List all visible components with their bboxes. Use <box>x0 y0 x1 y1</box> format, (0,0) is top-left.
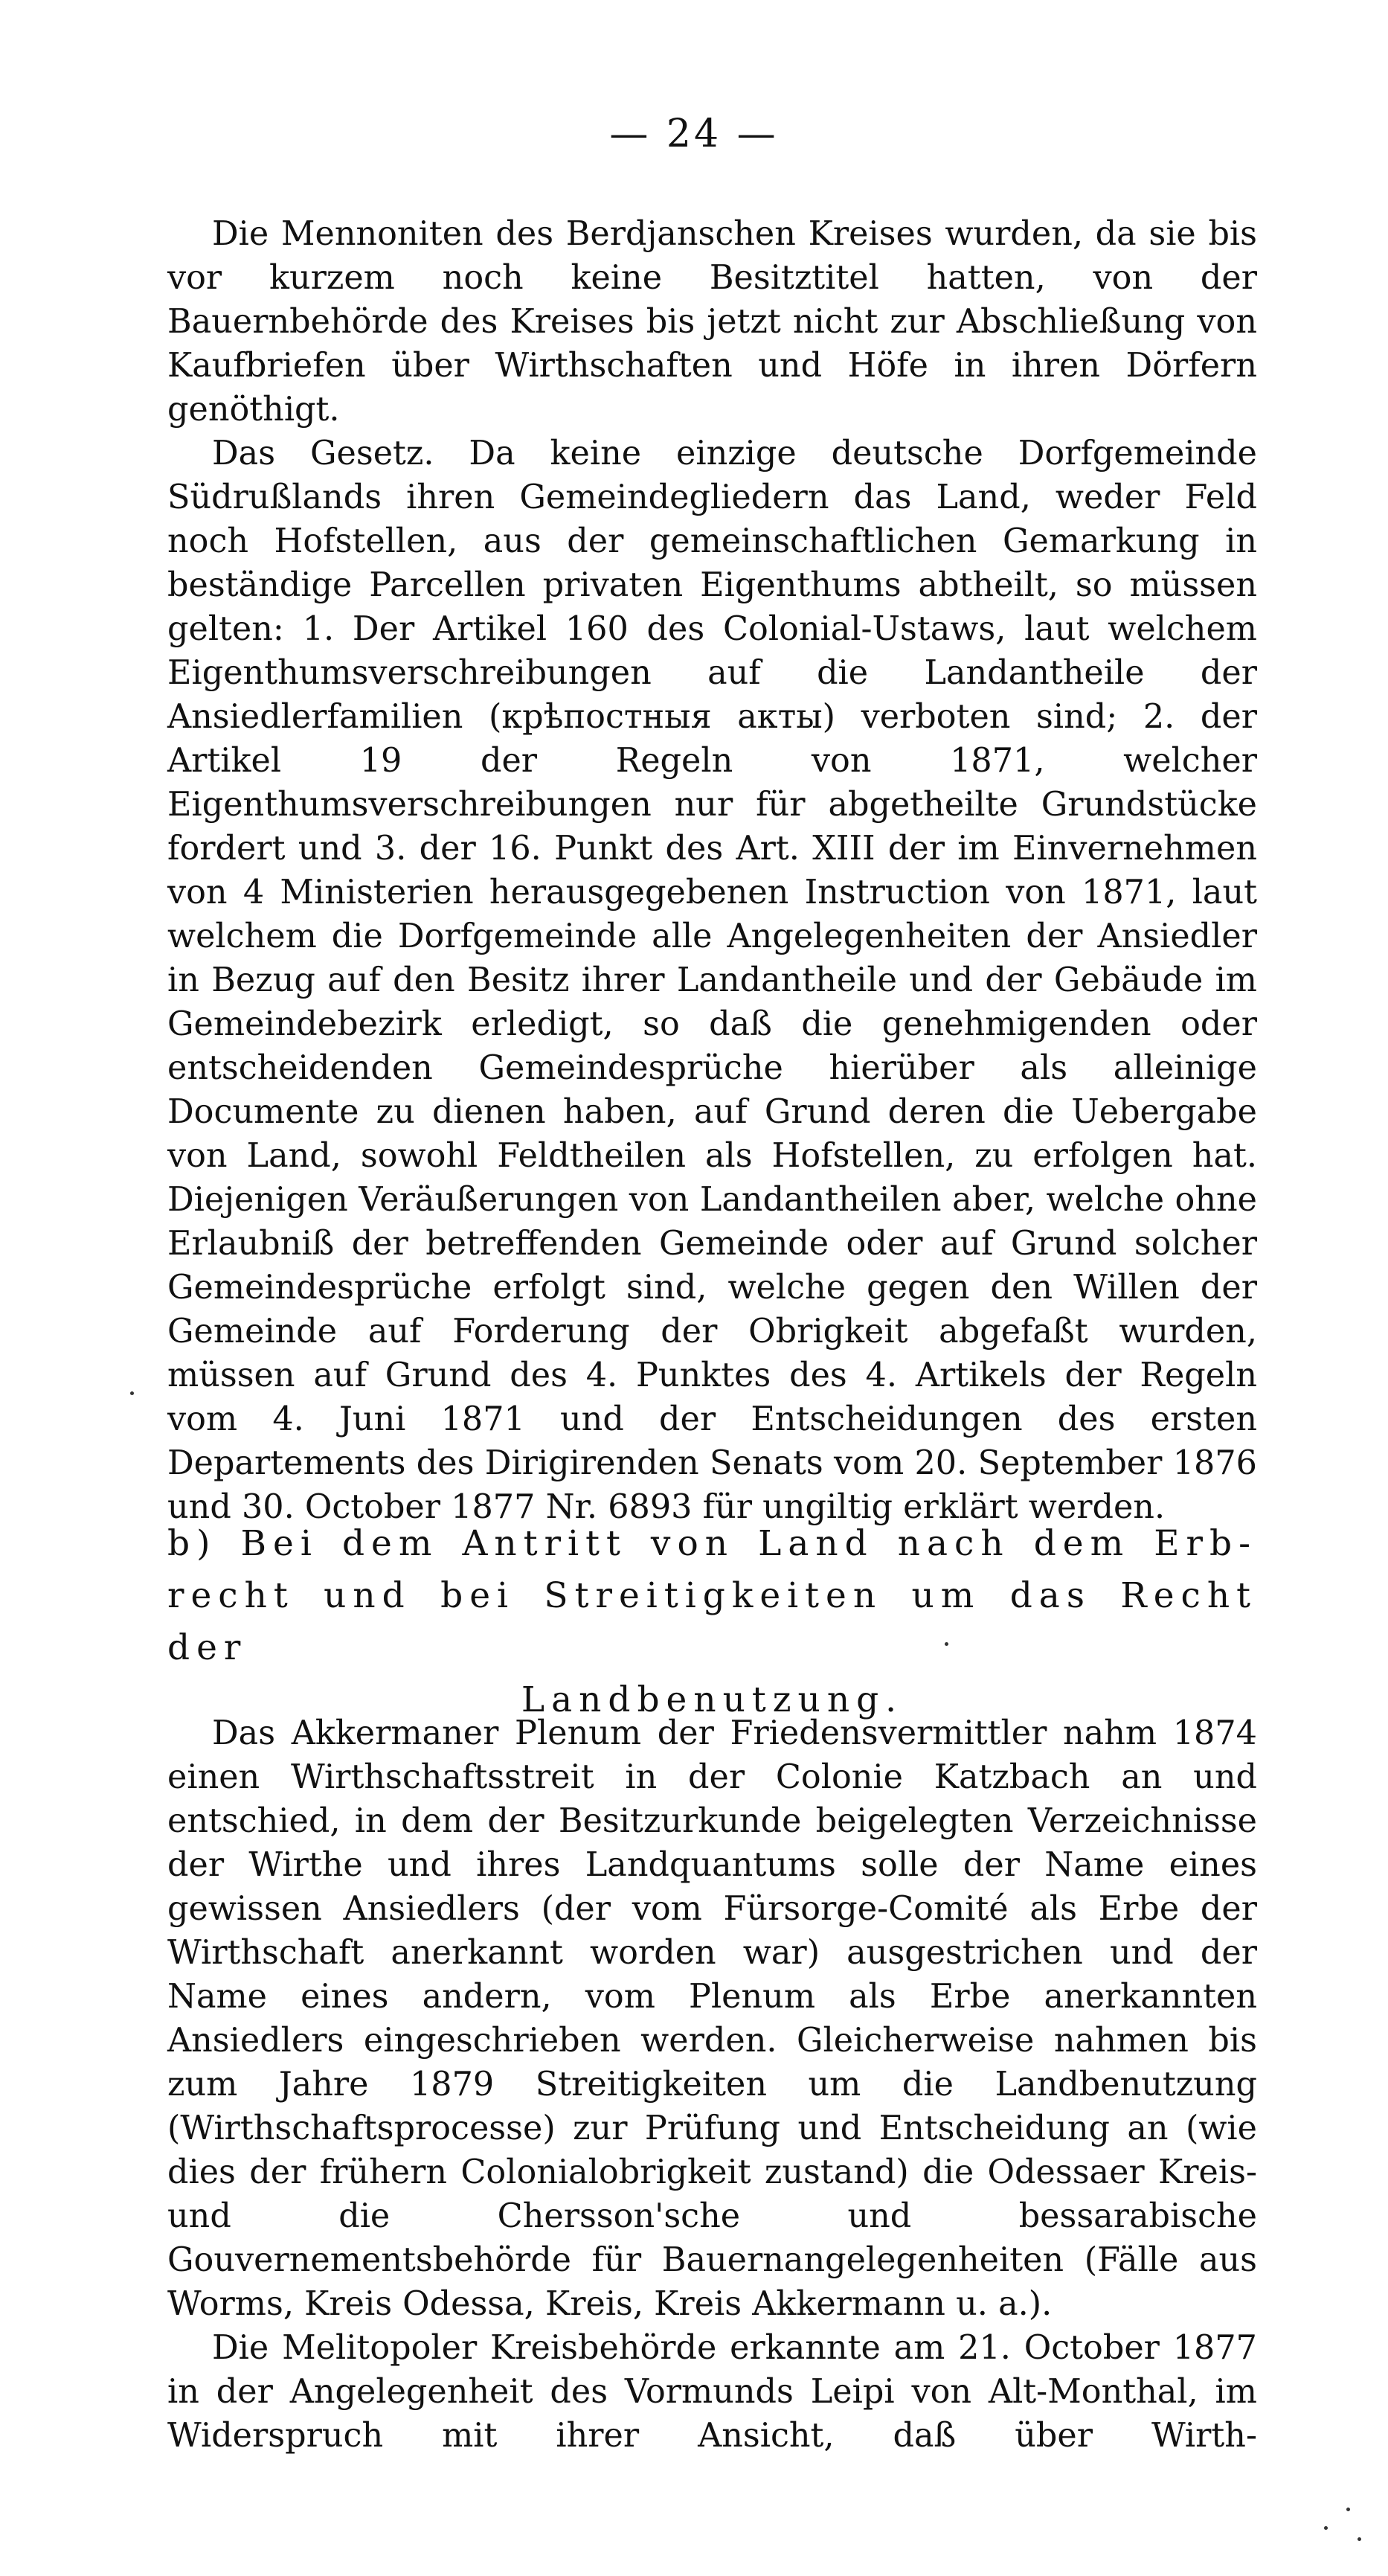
body-text-top <box>167 212 1257 1529</box>
section-heading-b <box>167 1518 1257 1726</box>
paragraph-gesetz: Das Gesetz. Da keine einzige deutsche Dorfgemeinde Südrußlands ihren Gemeindegliedern das Land, weder Feld noch Hofstellen, aus der gemeinschaftlichen Gemarkung in beständige Parcellen privaten Eigenthums abtheilt, so müssen gelten: 1. Der Artikel 160 des Colonial-Ustaws, laut welchem Eigenthumsverschreibungen auf die Landantheile der Ansiedlerfamilien (крѣпостныя акты) verboten sind; 2. der Artikel 19 der Regeln von 1871, welcher Eigenthumsverschreibungen nur für abgetheilte Grundstücke fordert und 3. der 16. Punkt des Art. XIII der im Einvernehmen von 4 Ministerien herausgegebenen Instruction von 1871, laut welchem die Dorfgemeinde alle Angelegenheiten der Ansiedler in Bezug auf den Besitz ihrer Landantheile und der Gebäude im Gemeindebezirk erledigt, so daß die genehmigenden oder entscheidenden Gemeindesprüche hierüber als alleinige Documente zu dienen haben, auf Grund deren die Uebergabe von Land, sowohl Feldtheilen als Hofstellen, zu erfolgen hat. Diejenigen Veräußerungen von Landantheilen aber, welche ohne Erlaubniß der betreffenden Gemeinde oder auf Grund solcher Gemeindesprüche erfolgt sind, welche gegen den Willen der Gemeinde auf Forderung der Obrigkeit abgefaßt wurden, müssen auf Grund des 4. Punktes des 4. Artikels der Regeln vom 4. Juni 1871 und der Entscheidungen des ersten Departements des Dirigirenden Senats vom 20. September 1876 und 30. October 1877 Nr. 6893 für ungiltig erklärt werden. <box>167 435 1257 1526</box>
speck <box>130 1391 134 1395</box>
speck <box>1358 2537 1361 2541</box>
body-text-bottom <box>167 1711 1257 2458</box>
paragraph-melitopoler: Die Melitopoler Kreisbehörde erkannte am 21. October 1877 in der Angelegenheit des Vormunds Leipi von Alt-Monthal, im Widerspruch mit ihrer Ansicht, daß über Wirth- <box>167 2329 1257 2455</box>
speck <box>1324 2526 1328 2530</box>
speck <box>945 1642 948 1646</box>
paragraph-mennoniten: Die Mennoniten des Berdjanschen Kreises wurden, da sie bis vor kurzem noch keine Besitztitel hatten, von der Bauernbehörde des Kreises bis jetzt nicht zur Abschließung von Kaufbriefen über Wirthschaften und Höfe in ihren Dörfern genöthigt. <box>167 215 1257 429</box>
paragraph-akkermaner: Das Akkermaner Plenum der Friedensvermittler nahm 1874 einen Wirthschaftsstreit in der Colonie Katzbach an und entschied, in dem der Besitzurkunde beigelegten Verzeichnisse der Wirthe und ihres Landquantums solle der Name eines gewissen Ansiedlers (der vom Fürsorge-Comité als Erbe der Wirthschaft anerkannt worden war) ausgestrichen und der Name eines andern, vom Plenum als Erbe anerkannten Ansiedlers eingeschrieben werden. Gleicherweise nahmen bis zum Jahre 1879 Streitigkeiten um die Landbenutzung (Wirthschaftsprocesse) zur Prüfung und Entscheidung an (wie dies der frühern Colonialobrigkeit zustand) die Odessaer Kreis- und die Chersson'sche und bessarabische Gouvernementsbehörde für Bauernangelegenheiten (Fälle aus Worms, Kreis Odessa, Kreis, Kreis Akkermann u. a.). <box>167 1714 1257 2323</box>
heading-line: recht und bei Streitigkeiten um das Recht der <box>167 1575 1257 1668</box>
heading-line: Landbenutzung. <box>521 1679 904 1720</box>
heading-line: b) Bei dem Antritt von Land nach dem Erb- <box>167 1523 1257 1564</box>
speck <box>1346 2508 1350 2511</box>
page-number: — 24 — <box>609 112 779 156</box>
